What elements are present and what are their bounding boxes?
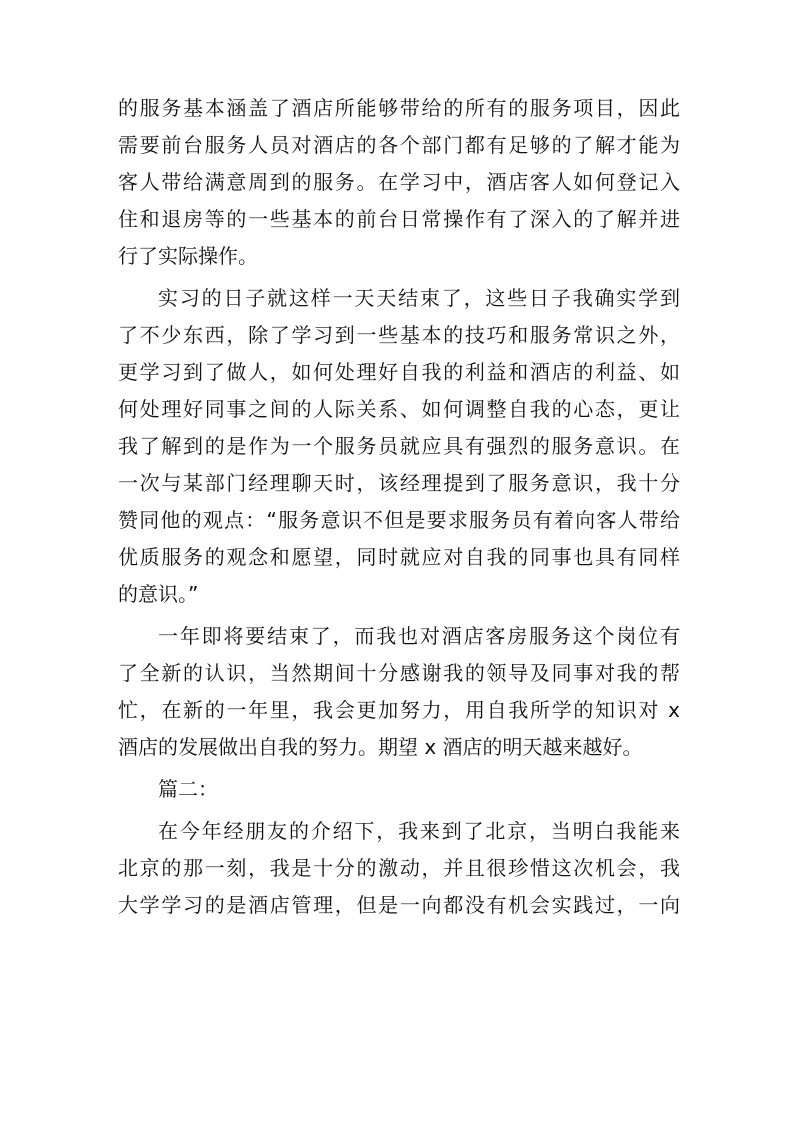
text-line: 我了解到的是作为一个服务员就应具有强烈的服务意识。在 [118, 434, 680, 458]
text-line: 在今年经朋友的介绍下，我来到了北京，当明白我能来 [158, 819, 680, 843]
text-line: 何处理好同事之间的人际关系、如何调整自我的心态，更让 [118, 397, 680, 421]
text-line: 客人带给满意周到的服务。在学习中，酒店客人如何登记入 [118, 170, 680, 194]
section-heading [118, 771, 680, 808]
document-body [118, 90, 680, 929]
text-line: 需要前台服务人员对酒店的各个部门都有足够的了解才能为 [118, 133, 680, 157]
text-line: 行了实际操作。 [118, 244, 258, 268]
text-line: 一次与某部门经理聊天时，该经理提到了服务意识，我十分 [118, 471, 680, 495]
text-line: 酒店的发展做出自我的努力。期望 x 酒店的明天越来越好。 [118, 735, 643, 759]
text-line: 忙，在新的一年里，我会更加努力，用自我所学的知识对 x [118, 698, 680, 722]
text-line: 了不少东西，除了学习到一些基本的技巧和服务常识之外， [118, 323, 680, 347]
text-line: 实习的日子就这样一天天结束了，这些日子我确实学到 [158, 286, 680, 310]
text-line: 的服务基本涵盖了酒店所能够带给的所有的服务项目，因此 [118, 96, 680, 120]
paragraph-2 [118, 280, 680, 613]
text-line: 北京的那一刻，我是十分的激动，并且很珍惜这次机会，我 [118, 856, 680, 880]
text-line: 了全新的认识，当然期间十分感谢我的领导及同事对我的帮 [118, 661, 680, 685]
text-line: 优质服务的观念和愿望，同时就应对自我的同事也具有同样 [118, 545, 680, 569]
text-line: 住和退房等的一些基本的前台日常操作有了深入的了解并进 [118, 207, 680, 231]
text-line: 的意识。” [118, 582, 199, 606]
text-line: 大学学习的是酒店管理，但是一向都没有机会实践过，一向 [118, 893, 680, 917]
paragraph-3 [118, 618, 680, 766]
section-title: 篇二： [158, 777, 218, 801]
text-line: 赞同他的观点：“服务意识不但是要求服务员有着向客人带给 [118, 508, 680, 532]
text-line: 一年即将要结束了，而我也对酒店客房服务这个岗位有 [158, 624, 680, 648]
paragraph-4 [118, 813, 680, 924]
text-line: 更学习到了做人，如何处理好自我的利益和酒店的利益、如 [118, 360, 680, 384]
paragraph-1 [118, 90, 680, 275]
